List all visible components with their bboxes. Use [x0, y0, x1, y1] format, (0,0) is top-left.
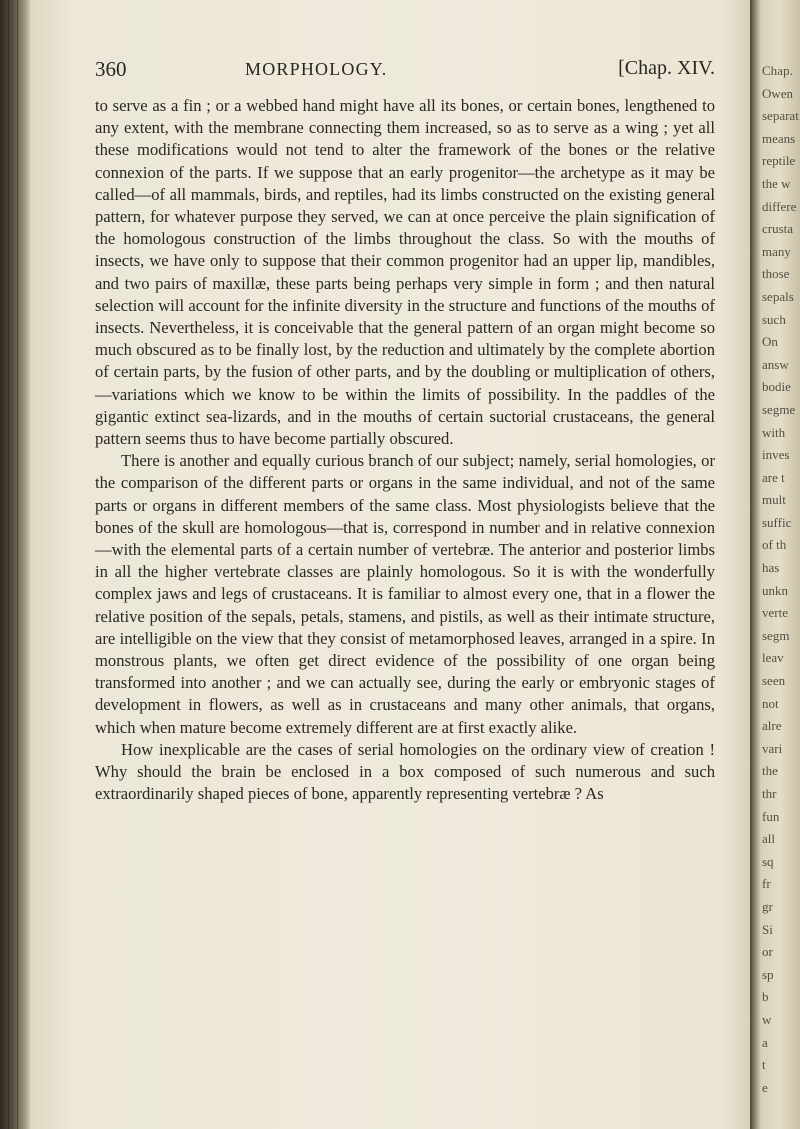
adjacent-page-word: segm: [762, 627, 790, 643]
adjacent-page-word: many: [762, 243, 791, 259]
adjacent-page-word: unkn: [762, 582, 788, 598]
adjacent-page-word: gr: [762, 898, 773, 914]
adjacent-page-word: of th: [762, 537, 787, 553]
adjacent-page-word: alre: [762, 718, 782, 734]
adjacent-page-word: sq: [762, 853, 774, 869]
binding-crease: [17, 0, 18, 1129]
adjacent-page-word: all: [762, 831, 775, 847]
adjacent-page-word: the w: [762, 175, 791, 191]
adjacent-page-word: sp: [762, 966, 774, 982]
adjacent-page-word: means: [762, 130, 796, 146]
adjacent-page-word: with: [762, 424, 786, 440]
body-text: [95, 95, 715, 806]
book-binding-edge: [0, 0, 30, 1129]
adjacent-page-word: answ: [762, 356, 789, 372]
adjacent-page-word: crusta: [762, 221, 794, 237]
adjacent-page-word: vari: [762, 740, 783, 756]
adjacent-page-edge: [750, 0, 800, 1129]
paragraph-inexplicable: How inexplicable are the cases of serial homologies on the ordinary view of creation ! Why should the brain be enclosed in a box composed of such numerous and such extraordinarily shaped pieces of bone, apparently representing vertebræ ? As: [95, 739, 715, 804]
binding-crease: [8, 0, 9, 1129]
adjacent-page-word: such: [762, 311, 786, 327]
adjacent-page-word: inves: [762, 447, 790, 463]
adjacent-page-word: verte: [762, 605, 788, 621]
adjacent-page-word: seen: [762, 673, 786, 689]
adjacent-page-word: thr: [762, 786, 777, 801]
adjacent-page-word: are t: [762, 469, 785, 485]
adjacent-page-word: not: [762, 695, 779, 711]
running-title: MORPHOLOGY.: [245, 59, 388, 79]
adjacent-page-word: Si: [762, 921, 773, 937]
adjacent-page-word: Chap.: [762, 63, 793, 78]
adjacent-page-word: those: [762, 266, 790, 282]
adjacent-page-word: the: [762, 763, 778, 779]
adjacent-page-word: differe: [762, 198, 797, 214]
adjacent-page-word: segme: [762, 401, 796, 417]
paragraph-serial-homologies: There is another and equally curious branch of our subject; namely, serial homologies, or the comparison of the different parts or organs in the same individual, and not of the same parts or organs in different members of the same class. Most physiologists believe that the bones of the skull are homologous—that is, correspond in number and in relative connexion—with the elemental parts of a certain number of vertebræ. The anterior and posterior limbs in all the higher vertebrate classes are plainly homologous. So it is with the wonderfully complex jaws and legs of crustaceans. It is familiar to almost every one, that in a flower the relative position of the sepals, petals, stamens, and pistils, as well as their intimate structure, are intelligible on the view that they consist of metamorphosed leaves, arranged in a spire. In monstrous plants, we often get direct evidence of the possibility of one organ being transformed into another ; and we can actually see, during the early or embryonic stages of development in flowers, as well as in crustaceans and many other animals, that organs, which when mature become extremely different are at first exactly alike.: [95, 451, 715, 737]
adjacent-page-word: or: [762, 944, 773, 960]
paragraph-continued: to serve as a fin ; or a webbed hand might have all its bones, or certain bones, lengthened to any extent, with the membrane connecting them increased, so as to serve as a wing ; yet all these modifications would not tend to alter the framework of the bones or the relative connexion of the parts. If we suppose that an early progenitor—the archetype as it may be called—of all mammals, birds, and reptiles, had its limbs constructed on the existing general pattern, for whatever purpose they served, we can at once perceive the plain signification of the homologous construction of the limbs throughout the class. So with the mouths of insects, we have only to suppose that their common progenitor had an upper lip, mandibles, and two pairs of maxillæ, these parts being perhaps very simple in form ; and then natural selection will account for the infinite diversity in the structure and functions of the mouths of insects. Nevertheless, it is conceivable that the general pattern of an organ might become so much obscured as to be finally lost, by the reduction and ultimately by the complete abortion of certain parts, by the fusion of other parts, and by the doubling or multiplication of others,—variations which we know to be within the limits of possibility. In the paddles of the gigantic extinct sea-lizards, and in the mouths of certain suctorial crustaceans, the general pattern seems thus to have become partially obscured.: [95, 96, 715, 449]
adjacent-page-word: b: [762, 989, 769, 1005]
adjacent-page-word: t: [762, 1057, 766, 1073]
adjacent-page-word: reptile: [762, 153, 796, 169]
page-number: 360: [95, 57, 127, 81]
running-head: [95, 57, 715, 83]
adjacent-page-word: fr: [762, 876, 771, 892]
adjacent-page-word: leav: [762, 650, 784, 666]
adjacent-page-word: sepals: [762, 288, 794, 304]
adjacent-page-word: separat: [762, 108, 799, 124]
adjacent-page-word: fun: [762, 808, 780, 824]
adjacent-page-text: [762, 60, 800, 1099]
adjacent-page-word: w: [762, 1011, 772, 1027]
chapter-label: [Chap. XIV.: [618, 57, 715, 79]
adjacent-page-word: On: [762, 334, 778, 350]
adjacent-page-word: Owen: [762, 85, 794, 101]
adjacent-page-word: a: [762, 1034, 768, 1050]
adjacent-page-word: has: [762, 560, 780, 576]
adjacent-page-word: mult: [762, 492, 786, 508]
adjacent-page-word: suffic: [762, 514, 792, 530]
adjacent-page-word: bodie: [762, 379, 791, 395]
adjacent-page-word: e: [762, 1079, 768, 1095]
